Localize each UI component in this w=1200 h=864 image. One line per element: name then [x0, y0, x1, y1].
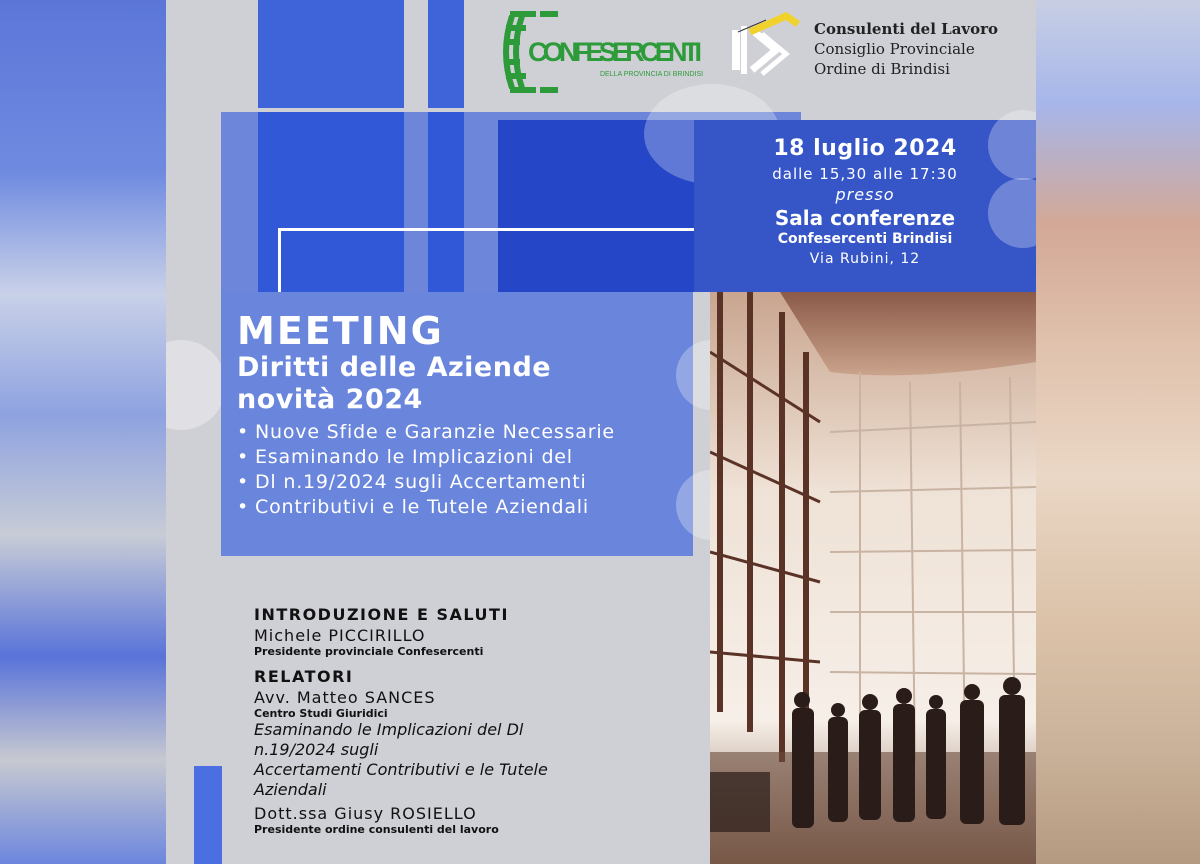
decor-block [428, 0, 464, 108]
speaker1-talk-line: Aziendali [254, 780, 327, 799]
decor-circle [166, 340, 226, 430]
cdl-line-2: Consiglio Provinciale [814, 40, 975, 58]
speaker1-org: Centro Studi Giuridici [254, 707, 388, 720]
meeting-title: MEETING [237, 309, 444, 353]
decor-block [258, 0, 404, 108]
decor-line [278, 228, 728, 231]
consulenti-lavoro-logo [726, 10, 806, 90]
blurred-background-left [0, 0, 166, 864]
meeting-topics [237, 420, 693, 520]
confesercenti-logo [496, 6, 708, 98]
topic-item: • Nuove Sfide e Garanzie Necessarie [237, 420, 693, 445]
speaker1-talk-line: n.19/2024 sugli [254, 740, 379, 759]
speaker1-talk-line: Esaminando le Implicazioni del Dl [254, 720, 524, 739]
event-time: dalle 15,30 alle 17:30 [772, 165, 958, 183]
decor-line [278, 228, 281, 292]
cdl-line-3: Ordine di Brindisi [814, 60, 950, 78]
decor-block [194, 766, 222, 864]
speaker2-name: Dott.ssa Giusy ROSIELLO [254, 804, 477, 823]
event-venue-org: Confesercenti Brindisi [777, 231, 953, 247]
intro-heading: INTRODUZIONE E SALUTI [254, 605, 509, 624]
event-date: 18 luglio 2024 [773, 136, 957, 161]
cdl-title: Consulenti del Lavoro [814, 20, 999, 38]
speaker1-talk-line: Accertamenti Contributivi e le Tutele [254, 760, 548, 779]
event-venue: Sala conferenze [774, 206, 956, 230]
topic-item: • Esaminando le Implicazioni del [237, 445, 693, 470]
meeting-panel [221, 292, 693, 556]
meeting-subtitle-2: novità 2024 [237, 384, 423, 415]
meeting-subtitle-1: Diritti delle Aziende [237, 352, 552, 383]
intro-speaker-name: Michele PICCIRILLO [254, 626, 426, 645]
confesercenti-logo-text: CONFESERCENTI [528, 37, 702, 67]
blurred-background-right [1036, 0, 1200, 864]
relatori-heading: RELATORI [254, 667, 354, 686]
consulenti-lavoro-text [814, 20, 998, 79]
event-date-block [694, 120, 1036, 292]
topic-item-continued: • Dl n.19/2024 sugli Accertamenti [237, 470, 693, 495]
event-presso: presso [835, 185, 895, 204]
decor-block [428, 112, 464, 292]
intro-speaker-role: Presidente provinciale Confesercenti [254, 645, 484, 658]
speaker1-name: Avv. Matteo SANCES [254, 688, 436, 707]
confesercenti-logo-subtext: DELLA PROVINCIA DI BRINDISI [600, 71, 704, 78]
speaker2-role: Presidente ordine consulenti del lavoro [254, 823, 499, 836]
event-address: Via Rubini, 12 [809, 251, 921, 267]
business-people-photo [710, 292, 1036, 864]
event-poster [166, 0, 1036, 864]
topic-item-continued: • Contributivi e le Tutele Aziendali [237, 495, 693, 520]
program-section [254, 604, 694, 836]
